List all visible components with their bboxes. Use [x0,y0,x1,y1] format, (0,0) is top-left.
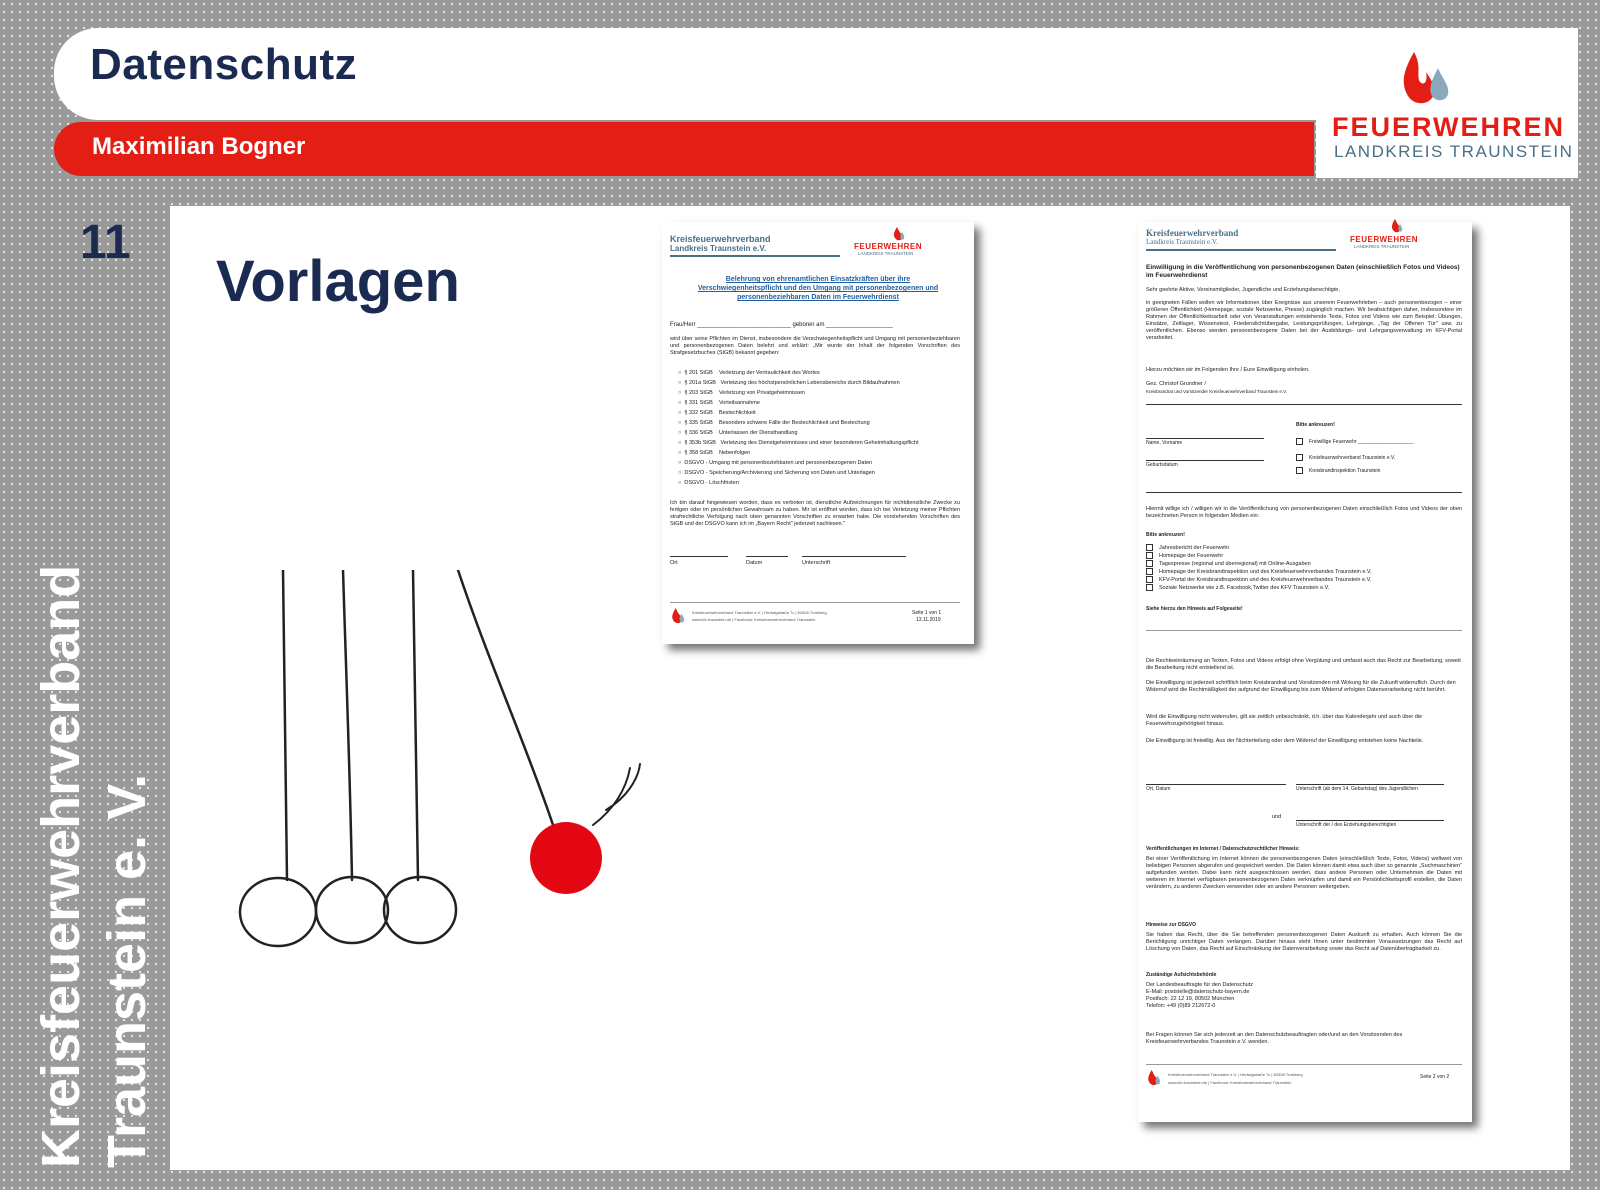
doc2-bitte-2: Bitte ankreuzen! [1146,532,1185,538]
doc2-h2p: Sie haben das Recht, über die Sie betreffenden personenbezogenen Daten Auskunft zu erhalten. Auch können Sie die Berichtigung unrichtiger Daten verlangen. Darüber hinaus steht Ihnen unter bestimmten Voraussetzungen das Recht auf Löschung von Daten, das Recht auf Einschränkung der Datenverarbeitung sowie das Recht auf Datenübertragbarkeit zu. [1146,932,1462,952]
bullet-icon: ○ [678,420,685,426]
doc2-und: und [1272,814,1282,820]
logo-subtext: LANDKREIS TRAUNSTEIN [1334,142,1574,161]
bullet-icon: ○ [678,450,685,456]
doc2-logo: FEUERWEHREN [1350,235,1419,244]
doc2-flame-icon [1390,218,1404,234]
newtons-cradle-illustration [228,570,648,990]
vertical-line-1: Kreisfeuerwehrverband [31,564,91,1168]
doc1-footer-1: Kreisfeuerwehrverband Traunstein e.V. | Hedwigstraße 7c | 83308 Trostberg [692,610,827,615]
list-item: Tagespresse (regional und überregional) mit Online-Ausgaben [1146,560,1462,568]
address-line: Der Landesbeauftragte für den Datenschutz [1146,982,1254,988]
doc2-p2: Hierzu möchten wir im Folgenden Ihre / Eure Einwilligung einholen. [1146,367,1310,373]
bullet-icon: ○ [678,440,685,446]
list-item: ○ § 358 StGB Nebenfolgen [678,450,751,456]
bullet-icon: ○ [678,400,685,406]
doc2-ort-datum: Ort, Datum [1146,786,1171,792]
doc1-closing: Ich bin darauf hingewiesen worden, dass es verboten ist, dienstliche Aufzeichnungen für nichtdienstliche Zwecke zu fertigen oder im persönlichen Gewahrsam zu haben. Mir ist eröffnet worden, dass ich bei Verletzung meiner Pflichten strafrechtliche Verfolgung nach oben genannten Vorschriften zu erwarten habe. Die vorstehenden Vorschriften des StGB und der DSGVO kann ich im „Bayern Recht" jederzeit nachlesen." [670,500,960,527]
list-item: Soziale Netzwerke wie z.B. Facebook,Twitter des KFV Traunstein e.V. [1146,584,1462,592]
list-item: ○ § 331 StGB Vorteilsannahme [678,400,760,406]
doc2-h2: Hinweise zur DSGVO [1146,922,1197,928]
doc2-geb-line [1146,460,1264,461]
doc2-unterschrift-j: Unterschrift (ab dem 14. Geburtstag) des Jugendlichen [1296,786,1418,792]
list-item: ○ DSGVO - Umgang mit personenbeziehbaren und personenbezogenen Daten [678,460,873,466]
doc2-bitte: Bitte ankreuzen! [1296,422,1335,428]
bullet-icon: ○ [678,460,685,466]
doc2-name-label: Name, Vorname [1146,440,1183,446]
doc2-footer-2: www.kfv-traunstein.de | Facebook: Kreisfeuerwehrverband Traunstein [1168,1080,1292,1085]
doc2-p3: Hiermit willige ich / willigen wir in die Veröffentlichung von personenbezogenen Daten einschließlich Fotos und Videos der oben bezeichneten Person in folgenden Medien ein: [1146,506,1462,519]
doc2-logo-sub: LANDKREIS TRAUNSTEIN [1354,244,1410,249]
doc1-title-3: personenbeziehbaren Daten im Feuerwehrdienst [737,294,899,301]
checkbox[interactable] [1146,576,1153,583]
doc2-rule-2 [1146,492,1462,493]
address-line: E-Mail: poststelle@datenschutz-bayern.de [1146,989,1250,995]
doc2-r1: Die Rechteeinräumung an Texten, Fotos und Videos erfolgt ohne Vergütung und umfasst auch das Recht zur Bearbeitung, soweit die Bearbeitung nicht entstellend ist. [1146,658,1461,671]
doc2-media-list [1146,544,1462,592]
doc2-fragen: Bei Fragen können Sie sich jederzeit an den Datenschutzbeauftragten oder/und an den Vorsitzenden des Kreisfeuerwehrverbandes Traunstein e.V. wenden. [1146,1032,1403,1045]
doc1-intro: wird über seine Pflichten im Dienst, insbesondere die Verschwiegenheitspflicht und Umgang mit personenbeziehbaren und personenbezogenen Daten belehrt und erklärt: „Mir wurde der Inhalt der folgenden Vorschriften des Strafgesetzbuches (StGB) bekannt gegeben: [670,336,960,356]
doc1-page: Seite 1 von 1 [912,610,942,616]
list-item: ○ § 201a StGB Verletzung des höchstpersönlichen Lebensbereichs durch Bildaufnahmen [678,380,900,386]
bullet-icon: ○ [678,480,685,486]
checkbox[interactable] [1146,552,1153,559]
checkbox[interactable] [1146,584,1153,591]
list-item: ○ § 353b StGB Verletzung des Dienstgeheimnisses und einer besonderen Geheimhaltungspflicht [678,440,919,446]
doc1-sig-datum: Datum [746,560,763,566]
list-item: Jahresbericht der Feuerwehr [1146,544,1462,552]
list-item: ○ § 203 StGB Verletzung von Privatgeheimnissen [678,390,805,396]
doc2-r3: Wird die Einwilligung nicht widerrufen, gilt sie zeitlich unbeschränkt, d.h. über das Kalenderjahr und auch über die Feuerwehrzugehörigkeit hinaus. [1146,714,1423,727]
list-item: ○ DSGVO - Speicherung/Archivierung und Sicherung von Daten und Unterlagen [678,470,875,476]
doc1-footer-flame-icon [670,606,686,626]
doc1-sig-line-3 [802,556,906,557]
doc2-r4: Die Einwilligung ist freiwillig. Aus der Nichterteilung oder dem Widerruf der Einwilligung entstehen keine Nachteile. [1146,738,1424,744]
doc2-page: Seite 2 von 2 [1420,1074,1450,1080]
doc1-title-1: Belehrung von ehrenamtlichen Einsatzkräften über ihre [725,276,911,283]
doc2-h1p: Bei einer Veröffentlichung im Internet können die personenbezogenen Daten (einschließlich Texte, Fotos, Videos) weltweit von beliebigen Personen abgerufen und gespeichert werden. Die Daten können damit etwa auch über so genannte „Suchmaschinen" aufgefunden werden. Dabei kann nicht ausgeschlossen werden, dass andere Personen oder Unternehmen die Daten mit weiteren im Internet verfügbaren personenbezogenen Daten verknüpfen und damit ein Persönlichkeitsprofil erstellen, die Daten verändern, zu anderen Zwecken verwenden oder an andere Personen weitergeben. [1146,856,1462,890]
checkbox[interactable] [1146,568,1153,575]
flame-drop-icon [1396,42,1456,112]
doc2-sign-1: Gez. Christof Grundner / [1146,381,1206,387]
doc1-date: 13.11.2019 [916,617,941,623]
doc1-sig-line-2 [746,556,788,557]
doc1-logo: FEUERWEHREN [854,242,923,251]
checkbox[interactable] [1296,454,1303,461]
doc2-org: Kreisfeuerwehrverband [1146,228,1239,238]
doc2-footer-rule [1146,1064,1462,1065]
vertical-org-name [28,565,160,1168]
doc2-siehe: Siehe hierzu den Hinweis auf Folgeseite! [1146,606,1243,612]
address-line: Telefon: +49 (0)89 212672-0 [1146,1003,1216,1009]
bullet-icon: ○ [678,470,685,476]
doc1-sig-unterschrift: Unterschrift [802,560,831,566]
doc2-h1: Veröffentlichungen im Internet / Datenschutzrechtlicher Hinweis: [1146,846,1300,852]
presenter-name: Maximilian Bogner [92,133,306,160]
doc1-sig-ort: Ort [670,560,678,566]
checkbox[interactable] [1146,544,1153,551]
logo-text: FEUERWEHREN [1332,112,1566,142]
list-item: KFV-Portal der Kreisbrandinspektion und des Kreisfeuerwehrverbandes Traunstein e.V. [1146,576,1462,584]
doc1-footer-2: www.kfv-traunstein.de | Facebook: Kreisfeuerwehrverband Traunstein [692,617,816,622]
section-heading: Vorlagen [216,249,460,314]
doc2-sign-2: Kreisbrandrat und Vorsitzender Kreisfeuerwehrverband Traunstein e.V. [1146,389,1287,394]
list-item: ○ § 201 StGB Verletzung der Vertraulichkeit des Wortes [678,370,820,376]
doc1-org: Kreisfeuerwehrverband [670,234,771,244]
doc1-logo-sub: LANDKREIS TRAUNSTEIN [858,251,914,256]
doc2-ue-line [1296,820,1444,821]
doc2-unterschrift-e: Unterschrift der / des Erziehungsberechtigten [1296,822,1397,828]
doc2-rule-1 [1146,404,1462,405]
doc1-sig-line-1 [670,556,728,557]
slide-number: 11 [80,216,131,269]
bullet-icon: ○ [678,430,685,436]
address-line: Postfach: 22 12 19, 80502 München [1146,996,1235,1002]
doc2-footer-1: Kreisfeuerwehrverband Traunstein e.V. | Hedwigstraße 7c | 83308 Trostberg [1168,1072,1303,1077]
checkbox[interactable] [1146,560,1153,567]
checkbox[interactable] [1296,438,1303,445]
doc1-name-field: Frau/Herr ____________________________ geboren am ____________________ [670,322,893,328]
doc2-page-break [1146,630,1462,631]
vertical-line-2: Traunstein e. V. [97,773,157,1168]
doc1-footer-rule [670,602,960,603]
doc2-rule [1146,249,1336,251]
doc1-title-2: Verschwiegenheitspflicht und den Umgang mit personenbezogenen und [697,285,939,292]
doc2-footer-flame-icon [1146,1068,1162,1088]
bullet-icon: ○ [678,410,685,416]
doc2-p1: in geeigneten Fällen wollen wir Informationen über Ereignisse aus unserem Feuerwehrleben – auch personenbezogen – einer größeren Öffentlichkeit (Homepage, soziale Netzwerke, Presse) zugänglich machen. Wir beabsichtigen daher, insbesondere im Rahmen der Öffentlichkeitsarbeit oder von Veranstaltungen entstehende Texte, Fotos und Videos wie zum Beispiel: Übungen, Einsätze, Zeltlager, Wissenstest, Friedenslichtübergabe, Leistungsprüfungen, Lehrgänge, „Tag der Offenen Tür" usw. zu veröffentlichen. Ebenso werden personenbezogene Daten bei der Ausbildungs- und Lehrgangsverwaltung im KFV-Portal verarbeitet. [1146,300,1462,341]
list-item: Homepage der Kreisbrandinspektion und des Kreisfeuerwehrverbandes Traunstein e.V. [1146,568,1462,576]
doc1-rule [670,255,840,257]
document-preview-belehrung [662,222,974,644]
doc1-statute-list [678,368,968,488]
bullet-icon: ○ [678,390,685,396]
doc2-opt-3: Kreisbrandinspektion Traunstein [1296,467,1380,474]
bullet-icon: ○ [678,380,685,386]
list-item: ○ § 335 StGB Besonders schwere Fälle der Bestechlichkeit und Bestechung [678,420,870,426]
doc1-flame-icon [892,226,906,242]
document-preview-einwilligung [1138,222,1472,1122]
list-item: Homepage der Feuerwehr [1146,552,1462,560]
list-item: ○ § 332 StGB Bestechlichkeit [678,410,756,416]
bullet-icon: ○ [678,370,685,376]
doc2-greeting: Sehr geehrte Aktive, Vereinsmitglieder, Jugendliche und Erziehungsberechtigte, [1146,287,1340,293]
doc2-uj-line [1296,784,1444,785]
list-item: ○ § 336 StGB Unterlassen der Diensthandlung [678,430,798,436]
doc2-r2: Die Einwilligung ist jederzeit schriftlich beim Kreisbrandrat und Vorsitzenden mit Wirkung für die Zukunft widerruflich. Durch den Widerruf wird die Rechtmäßigkeit der aufgrund der Einwilligung bis zum Widerruf erfolgten Datenverarbeitung nicht berührt. [1146,680,1456,693]
doc2-title: Einwilligung in die Veröffentlichung von personenbezogenen Daten (einschließlich Fotos und Videos) im Feuerwehrdienst [1146,264,1460,279]
checkbox[interactable] [1296,467,1303,474]
doc2-h3: Zuständige Aufsichtsbehörde [1146,972,1217,978]
list-item: ○ DSGVO - Löschfristen [678,480,739,486]
doc2-org2: Landkreis Traunstein e.V. [1146,238,1218,246]
page-title: Datenschutz [90,40,358,89]
doc2-name-line [1146,438,1264,439]
doc2-opt-1: Freiwillige Feuerwehr ____________________ [1296,438,1414,445]
doc2-ort-line [1146,784,1286,785]
doc2-opt-2: Kreisfeuerwehrverband Traunstein e.V. [1296,454,1395,461]
doc2-address [1146,982,1253,1010]
doc1-org2: Landkreis Traunstein e.V. [670,244,767,253]
doc2-geb-label: Geburtsdatum [1146,462,1178,468]
